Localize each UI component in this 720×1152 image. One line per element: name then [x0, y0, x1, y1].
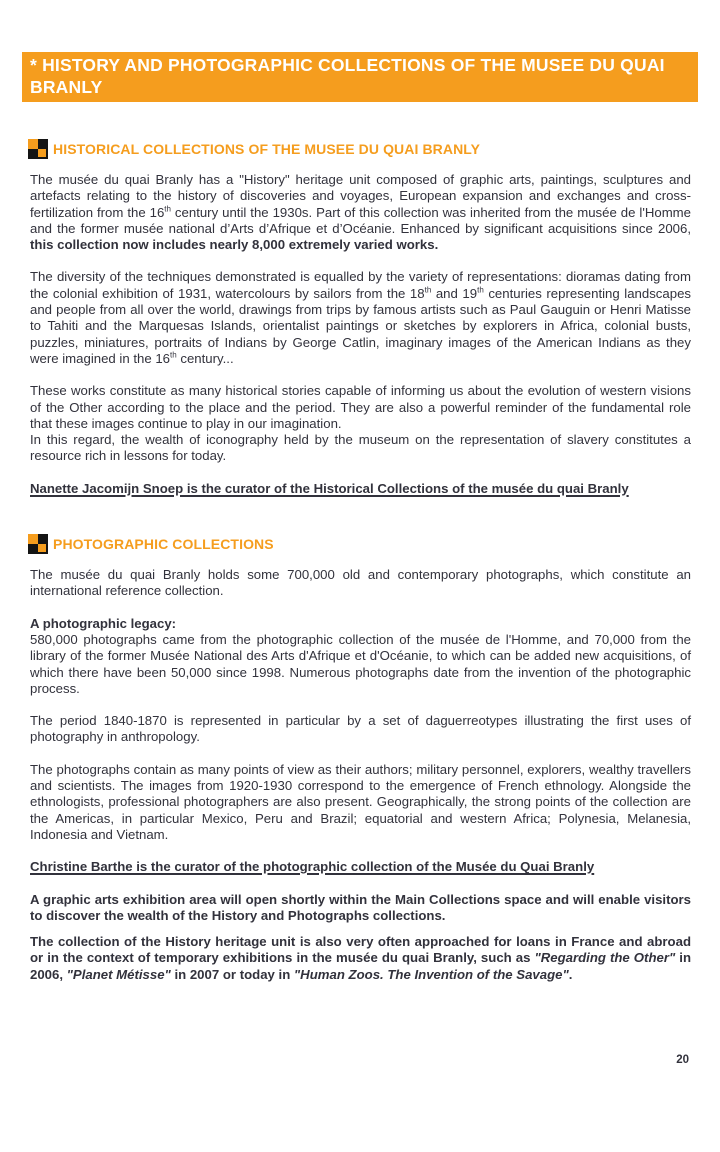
- text-run: Nanette Jacomijn Snoep is the curator of the Historical Collections of the musée du quai Branly: [30, 480, 629, 496]
- text-run: A graphic arts exhibition area will open shortly within the Main Collections space and will enable visitors to discover the wealth of the History and Photographs collections.: [30, 891, 691, 923]
- checker-cell-tr: [38, 534, 48, 544]
- section-heading-text: PHOTOGRAPHIC COLLECTIONS: [53, 536, 274, 553]
- checker-cell-br: [38, 544, 48, 554]
- banner-title: * HISTORY AND PHOTOGRAPHIC COLLECTIONS OF THE MUSEE DU QUAI BRANLY: [30, 55, 665, 97]
- text-run: century...: [176, 350, 234, 366]
- text-run: "Planet Métisse": [66, 966, 171, 982]
- paragraph-700000-photographs: [30, 567, 691, 600]
- page-number: 20: [676, 1054, 689, 1066]
- text-run: th: [424, 285, 432, 295]
- checker-square-icon: [28, 139, 48, 159]
- paragraph-points-of-view: [30, 762, 691, 843]
- checker-cell-br: [38, 149, 48, 159]
- paragraph-history-unit: [30, 172, 691, 253]
- text-run: this collection now includes nearly 8,000 extremely varied works.: [30, 237, 439, 253]
- page-banner: [22, 52, 698, 102]
- checker-cell-tl: [28, 534, 38, 544]
- text-run: in 2006,: [30, 950, 691, 982]
- paragraph-graphic-arts-area: [30, 892, 691, 925]
- text-run: These works constitute as many historical stories capable of informing us about the evolution of western visions of the Other according to the place and the period. They are also a powerful reminder of the fundamental role that these images continue to play in our imagination.: [30, 383, 691, 431]
- text-run: Christine Barthe is the curator of the photographic collection of the Musée du Quai Branly: [30, 859, 595, 875]
- checker-cell-bl: [28, 544, 38, 554]
- checker-square-icon: [28, 534, 48, 554]
- section-heading-photographic-collections: [28, 534, 691, 554]
- text-run: The collection of the History heritage unit is also very often approached for loans in France and abroad or in the context of temporary exhibitions in the musée du quai Branly, such as: [30, 934, 691, 966]
- text-run: in 2007 or today in: [170, 966, 294, 982]
- text-run: The photographs contain as many points of view as their authors; military personnel, explorers, wealthy travellers and scientists. The images from 1920-1930 correspond to the emergence of French ethnology. Alongside the ethnologists, professional photographers are also present. Geographically, the strong points of the collection are the Americas, in particular Mexico, Peru and Brazil; equatorial and western Africa; Polynesia, Melanesia, Indonesia and Vietnam.: [30, 761, 691, 842]
- text-run: In this regard, the wealth of iconography held by the museum on the representation of slavery constitutes a resource rich in lessons for today.: [30, 432, 691, 464]
- text-run: A photographic legacy:: [30, 615, 177, 631]
- document-body: [30, 139, 691, 983]
- text-run: The musée du quai Branly holds some 700,000 old and contemporary photographs, which constitute an international reference collection.: [30, 567, 691, 599]
- paragraph-diversity-techniques: [30, 269, 691, 367]
- text-run: The diversity of the techniques demonstrated is equalled by the variety of representations: dioramas dating from the colonial exhibition of 1931, watercolours by sailors from the 18: [30, 269, 691, 301]
- text-run: th: [170, 350, 177, 360]
- text-run: century until the 1930s. Part of this collection was inherited from the musée de l'Homme and the former musée national d’Arts d’Afrique et d’Océanie. Enhanced by significant acquisitions since 2006,: [30, 204, 691, 236]
- text-run: "Human Zoos. The Invention of the Savage": [293, 966, 569, 982]
- checker-cell-tr: [38, 139, 48, 149]
- section-heading-historical-collections: [28, 139, 691, 159]
- text-run: .: [568, 966, 573, 982]
- text-run: and 19: [431, 285, 478, 301]
- section-heading-text: HISTORICAL COLLECTIONS OF THE MUSEE DU QUAI BRANLY: [53, 141, 481, 157]
- text-run: th: [477, 285, 484, 295]
- paragraph-historical-stories: [30, 383, 691, 464]
- text-run: The period 1840-1870 is represented in particular by a set of daguerreotypes illustrating the first uses of photography in anthropology.: [30, 713, 691, 745]
- checker-cell-tl: [28, 139, 38, 149]
- text-run: th: [164, 204, 171, 214]
- text-run: 580,000 photographs came from the photographic collection of the musée de l'Homme, and 70,000 from the library of the former Musée National des Arts d'Afrique et d'Océanie, to which can be added new acquisitions, of which there have been 50,000 since 1998. Numerous photographs date from the invention of the photographic process.: [30, 631, 691, 696]
- paragraph-loans-exhibitions: [30, 934, 691, 983]
- paragraph-photographic-legacy: [30, 616, 691, 697]
- curator-line-photographic: [30, 859, 691, 875]
- checker-cell-bl: [28, 149, 38, 159]
- curator-line-historical: [30, 481, 691, 497]
- text-run: The musée du quai Branly has a "History" heritage unit composed of graphic arts, paintings, sculptures and artefacts relating to the history of discoveries and voyages, European expansion and exchanges and cross-fertilization from the 16: [30, 172, 691, 220]
- text-run: centuries representing landscapes and people from all over the world, drawings from trips by famous artists such as Paul Gauguin or Henri Matisse to Tahiti and the Marquesas Islands, orientalist paintings or sketches by explorers in Africa, colonial busts, puzzles, miniatures, portraits of Indians by George Catlin, imaginary images of the American Indians as they were imagined in the 16: [30, 285, 692, 366]
- text-run: "Regarding the Other": [534, 950, 676, 966]
- paragraph-daguerreotypes: [30, 713, 691, 746]
